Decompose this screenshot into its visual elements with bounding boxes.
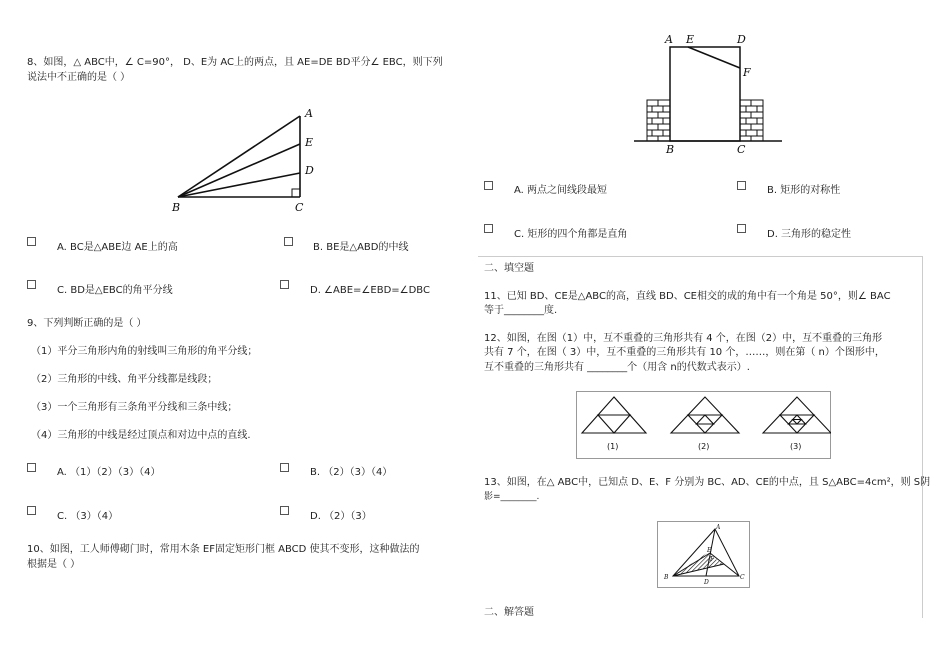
right-border [922,256,923,618]
q13-triangle-figure [657,521,750,588]
q12-caption-3: (3) [790,442,802,451]
q9-option-c-checkbox[interactable] [27,506,36,515]
q12-triangles-figure [576,391,831,459]
q8-label-b: B [172,201,181,214]
q12-stem-line3: 互不重叠的三角形共有 ________个（用含 n的代数式表示）. [484,362,750,373]
q10-label-d: D [737,33,746,46]
q9-item-2: （2）三角形的中线、角平分线都是线段； [31,374,218,385]
q8-option-a-checkbox[interactable] [27,237,36,246]
section-divider [478,256,922,257]
section-fill-in-heading: 二、填空题 [484,263,534,274]
q12-stem-line1: 12、如图，在图（1）中，互不重叠的三角形共有 4 个，在图（2）中，互不重叠的三角形 [484,333,883,344]
q13-label-e: E [707,547,712,554]
q8-option-c: C. BD是△EBC的角平分线 [57,285,173,296]
q8-option-c-checkbox[interactable] [27,280,36,289]
q9-option-c: C. （3）（4） [57,511,119,522]
q8-label-c: C [295,201,304,214]
q9-option-d: D. （2）（3） [310,511,372,522]
q9-option-d-checkbox[interactable] [280,506,289,515]
q10-option-d: D. 三角形的稳定性 [767,229,852,240]
q13-label-b: B [664,574,669,581]
q8-option-a: A. BC是△ABE边 AE上的高 [57,242,178,253]
q13-label-a: A [716,524,721,531]
q9-option-b-checkbox[interactable] [280,463,289,472]
q10-stem-line2: 根据是（ ） [27,559,81,570]
q13-stem-line1: 13、如图，在△ ABC中，已知点 D、E、F 分别为 BC、AD、CE的中点，且 S△ABC=4cm²，则 S阴 [484,477,931,488]
q8-label-d: D [305,164,314,177]
q10-label-a: A [665,33,673,46]
q10-stem-line1: 10、如图，工人师傅砌门时，常用木条 EF固定矩形门框 ABCD 使其不变形，这种做法的 [27,544,420,555]
q10-label-f: F [743,66,751,79]
q12-caption-2: (2) [698,442,710,451]
q13-label-d: D [704,579,709,586]
q8-option-d: D. ∠ABE=∠EBD=∠DBC [310,285,430,296]
q9-stem: 9、下列判断正确的是（ ） [27,318,147,329]
q8-option-b: B. BE是△ABD的中线 [313,242,409,253]
q9-item-3: （3）一个三角形有三条角平分线和三条中线； [31,402,238,413]
q9-option-b: B. （2）（3）（4） [310,467,393,478]
q10-option-b-checkbox[interactable] [737,181,746,190]
section-answer-heading: 二、解答题 [484,607,534,618]
q8-option-d-checkbox[interactable] [280,280,289,289]
q9-option-a-checkbox[interactable] [27,463,36,472]
q10-option-b: B. 矩形的对称性 [767,185,841,196]
q8-option-b-checkbox[interactable] [284,237,293,246]
q8-stem-line2: 说法中不正确的是（ ） [27,72,131,83]
q10-label-c: C [737,143,746,155]
q8-label-a: A [305,107,313,120]
q10-option-d-checkbox[interactable] [737,224,746,233]
q10-label-e: E [686,33,695,46]
q13-label-c: C [740,574,745,581]
q10-door-figure [630,30,790,155]
q12-stem-line2: 共有 7 个，在图（ 3）中，互不重叠的三角形共有 10 个，……，则在第（ n）个图形中， [484,347,885,358]
q9-option-a: A. （1）（2）（3）（4） [57,467,161,478]
q11-stem-line2: 等于________度. [484,305,558,316]
q8-figure [168,100,328,215]
q13-stem-line2: 影=________. [484,492,540,502]
q10-option-c-checkbox[interactable] [484,224,493,233]
q9-item-4: （4）三角形的中线是经过顶点和对边中点的直线. [31,430,251,441]
q10-label-b: B [666,143,675,155]
q12-caption-1: (1) [607,442,619,451]
q8-stem-line1: 8、如图，△ ABC中，∠ C=90°， D、E为 AC上的两点，且 AE=DE BD平分∠ EBC，则下列 [27,57,443,68]
q8-label-e: E [305,136,314,149]
q10-option-a: A. 两点之间线段最短 [514,185,608,196]
q11-stem-line1: 11、已知 BD、CE是△ABC的高，直线 BD、CE相交的成的角中有一个角是 50°，则∠ BAC [484,291,891,302]
q10-option-a-checkbox[interactable] [484,181,493,190]
q9-item-1: （1）平分三角形内角的射线叫三角形的角平分线； [31,346,258,357]
q13-label-f: F [710,556,715,563]
q10-option-c: C. 矩形的四个角都是直角 [514,229,628,240]
